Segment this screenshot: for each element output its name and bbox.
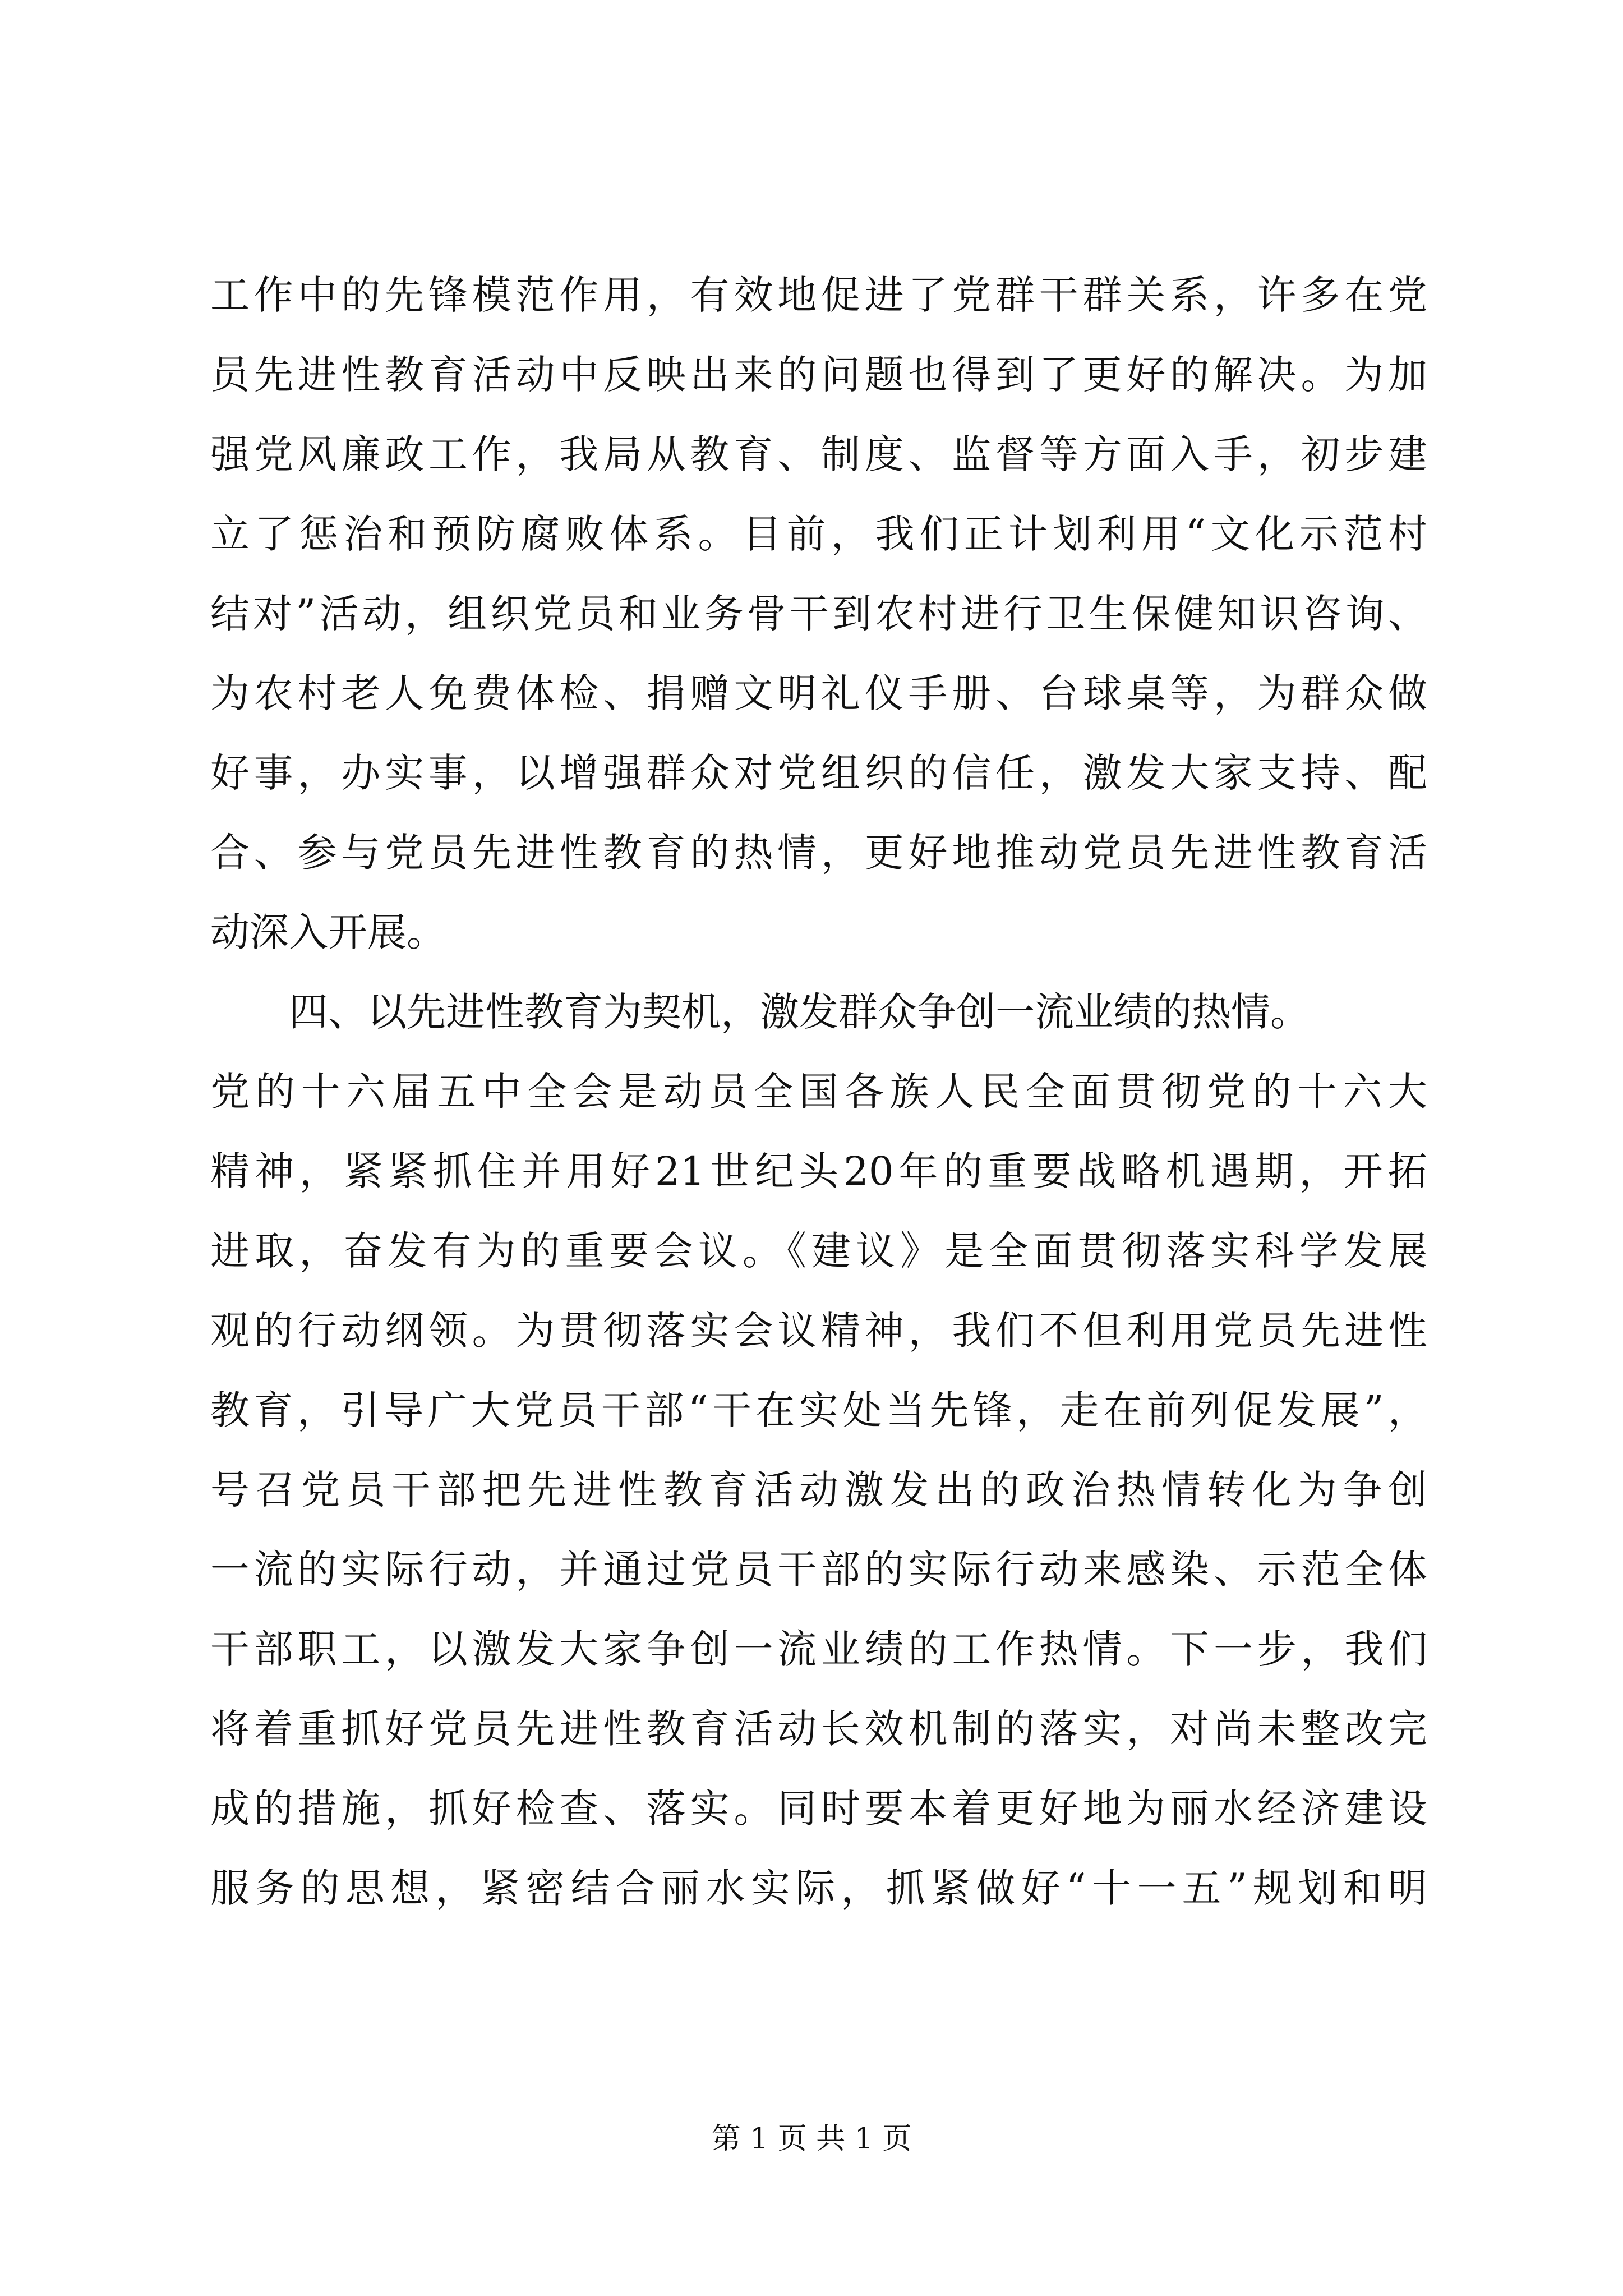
text-line: 一流的实际行动，并通过党员干部的实际行动来感染、示范全体 <box>210 1547 1427 1593</box>
text-line: 结对”活动，组织党员和业务骨干到农村进行卫生保健知识咨询、 <box>210 591 1427 637</box>
text-line: 立了惩治和预防腐败体系。目前，我们正计划利用“文化示范村 <box>210 511 1427 557</box>
text-line: 精神，紧紧抓住并用好21世纪头20年的重要战略机遇期，开拓 <box>210 1148 1427 1194</box>
document-body <box>210 255 1427 1928</box>
paragraph-1 <box>210 255 1427 972</box>
text-line: 将着重抓好党员先进性教育活动长效机制的落实，对尚未整改完 <box>210 1706 1427 1752</box>
text-line: 动深入开展。 <box>210 909 446 955</box>
text-line: 员先进性教育活动中反映出来的问题也得到了更好的解决。为加 <box>210 352 1427 398</box>
text-line: 为农村老人免费体检、捐赠文明礼仪手册、台球桌等，为群众做 <box>210 670 1427 716</box>
text-line: 好事，办实事，以增强群众对党组织的信任，激发大家支持、配 <box>210 750 1427 796</box>
section-heading-line: 四、以先进性教育为契机，激发群众争创一流业绩的热情。 <box>289 989 1310 1035</box>
text-line: 成的措施，抓好检查、落实。同时要本着更好地为丽水经济建设 <box>210 1786 1427 1832</box>
text-line: 干部职工，以激发大家争创一流业绩的工作热情。下一步，我们 <box>210 1626 1427 1672</box>
text-line: 服务的思想，紧密结合丽水实际，抓紧做好“十一五”规划和明 <box>210 1865 1427 1911</box>
text-line: 观的行动纲领。为贯彻落实会议精神，我们不但利用党员先进性 <box>210 1308 1427 1354</box>
text-line: 合、参与党员先进性教育的热情，更好地推动党员先进性教育活 <box>210 830 1427 876</box>
text-line: 强党风廉政工作，我局从教育、制度、监督等方面入手，初步建 <box>210 431 1427 477</box>
text-line: 工作中的先锋模范作用，有效地促进了党群干群关系，许多在党 <box>210 272 1427 318</box>
text-line: 党的十六届五中全会是动员全国各族人民全面贯彻党的十六大 <box>210 1069 1427 1115</box>
page-number-footer: 第 1 页 共 1 页 <box>711 2122 912 2156</box>
text-line: 进取，奋发有为的重要会议。《建议》是全面贯彻落实科学发展 <box>210 1228 1427 1274</box>
paragraph-2 <box>210 972 1427 1928</box>
text-line: 号召党员干部把先进性教育活动激发出的政治热情转化为争创 <box>210 1467 1427 1513</box>
text-line: 教育，引导广大党员干部“干在实处当先锋，走在前列促发展”， <box>210 1387 1427 1433</box>
